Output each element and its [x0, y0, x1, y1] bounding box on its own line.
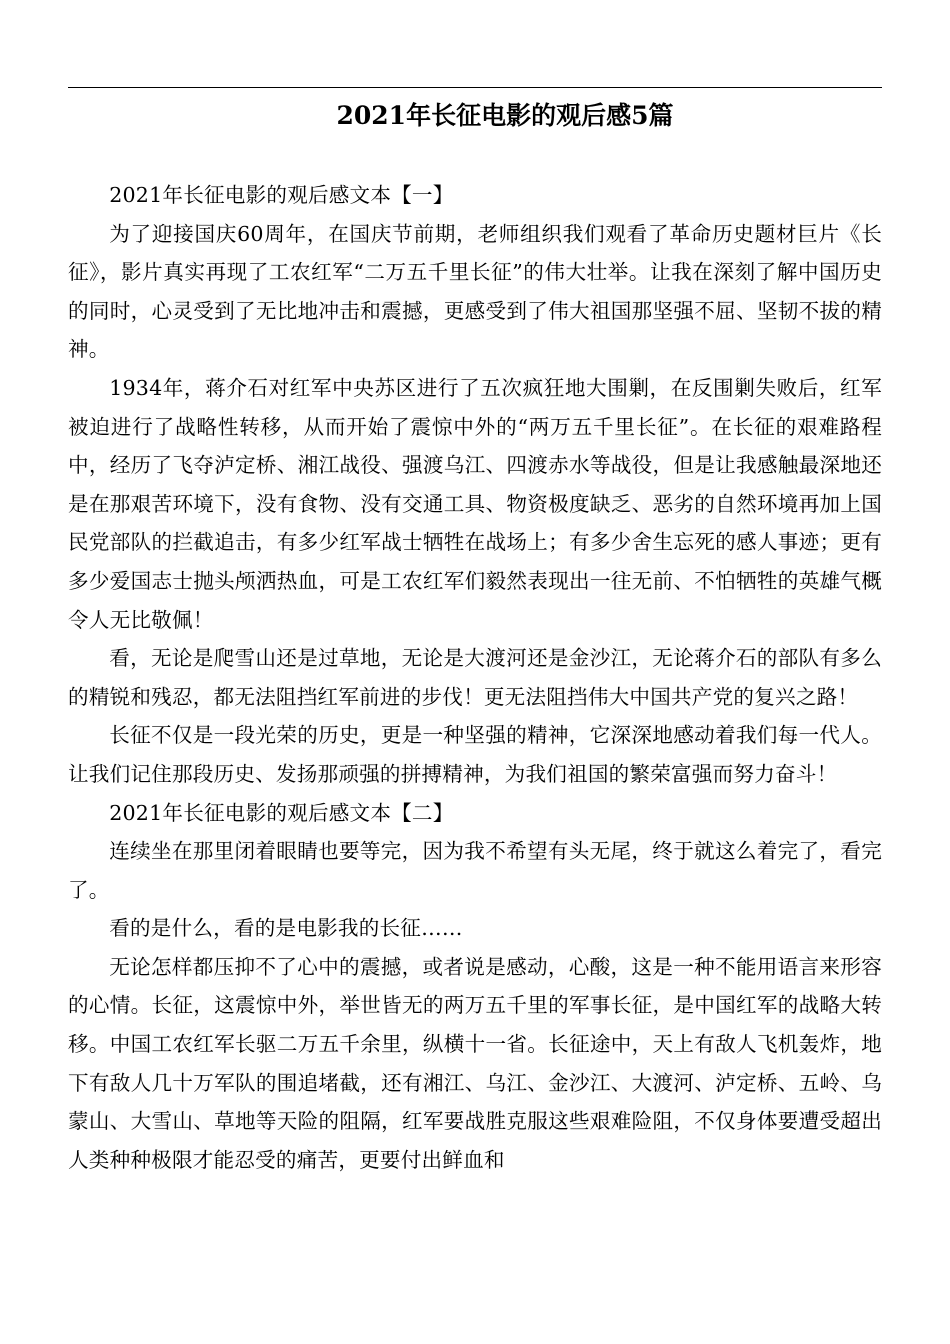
header-rule — [68, 87, 882, 88]
paragraph: 看，无论是爬雪山还是过草地，无论是大渡河还是金沙江，无论蒋介石的部队有多么的精锐和残忍，都无法阻挡红军前进的步伐！更无法阻挡伟大中国共产党的复兴之路！ — [68, 646, 882, 709]
section-heading-2: 2021年长征电影的观后感文本【二】 — [109, 800, 454, 825]
paragraph: 为了迎接国庆60周年，在国庆节前期，老师组织我们观看了革命历史题材巨片《长征》，影片真实再现了工农红军“二万五千里长征”的伟大壮举。让我在深刻了解中国历史的同时，心灵受到了无比地冲击和震撼，更感受到了伟大祖国那坚强不屈、坚韧不拔的精神。 — [68, 221, 882, 362]
document-title: 2021年长征电影的观后感5篇 — [336, 101, 674, 130]
paragraph: 看的是什么，看的是电影我的长征…… — [109, 916, 463, 941]
paragraph: 长征不仅是一段光荣的历史，更是一种坚强的精神，它深深地感动着我们每一代人。让我们记住那段历史、发扬那顽强的拼搏精神，为我们祖国的繁荣富强而努力奋斗！ — [68, 723, 882, 786]
document-body — [68, 176, 882, 1179]
paragraph: 无论怎样都压抑不了心中的震撼，或者说是感动，心酸，这是一种不能用语言来形容的心情。长征，这震惊中外，举世皆无的两万五千里的军事长征，是中国红军的战略大转移。中国工农红军长驱二万五千余里，纵横十一省。长征途中，天上有敌人飞机轰炸，地下有敌人几十万军队的围追堵截，还有湘江、乌江、金沙江、大渡河、泸定桥、五岭、乌蒙山、大雪山、草地等天险的阻隔，红军要战胜克服这些艰难险阻，不仅身体要遭受超出人类种种极限才能忍受的痛苦，更要付出鲜血和 — [68, 954, 882, 1172]
paragraph: 1934年，蒋介石对红军中央苏区进行了五次疯狂地大围剿，在反围剿失败后，红军被迫进行了战略性转移，从而开始了震惊中外的“两万五千里长征”。在长征的艰难路程中，经历了飞夺泸定桥、湘江战役、强渡乌江、四渡赤水等战役，但是让我感触最深地还是在那艰苦环境下，没有食物、没有交通工具、物资极度缺乏、恶劣的自然环境再加上国民党部队的拦截追击，有多少红军战士牺牲在战场上；有多少舍生忘死的感人事迹；更有多少爱国志士抛头颅洒热血，可是工农红军们毅然表现出一往无前、不怕牺牲的英雄气概令人无比敬佩！ — [68, 375, 882, 632]
paragraph: 连续坐在那里闭着眼睛也要等完，因为我不希望有头无尾，终于就这么着完了，看完了。 — [68, 839, 882, 902]
section-heading-1: 2021年长征电影的观后感文本【一】 — [109, 183, 454, 207]
